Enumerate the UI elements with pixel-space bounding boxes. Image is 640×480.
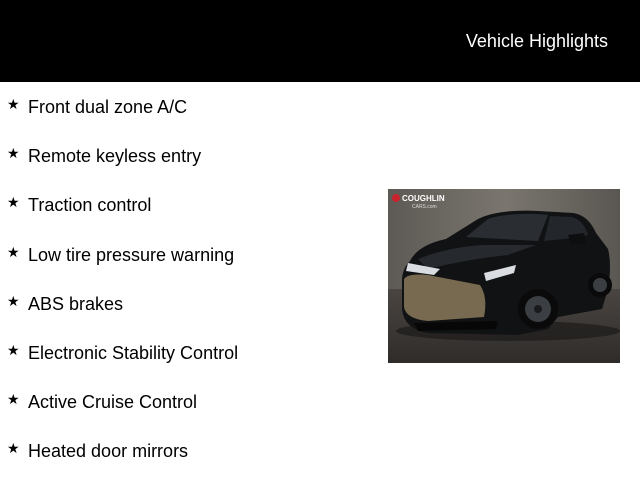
logo-text: COUGHLIN <box>402 194 445 203</box>
feature-label: Traction control <box>28 195 152 216</box>
page-title: Vehicle Highlights <box>465 31 608 51</box>
feature-label: Heated door mirrors <box>28 441 189 462</box>
logo-subtext: CARS.com <box>412 204 437 210</box>
list-item <box>0 230 380 279</box>
list-item <box>0 180 380 229</box>
list-item <box>0 426 380 475</box>
feature-label: Active Cruise Control <box>28 392 198 413</box>
vehicle-illustration <box>388 189 620 363</box>
star-icon: ★ <box>7 341 20 358</box>
star-icon: ★ <box>7 243 20 260</box>
star-icon: ★ <box>7 194 20 211</box>
list-item <box>0 82 380 131</box>
star-icon: ★ <box>7 96 20 112</box>
feature-label: Remote keyless entry <box>28 146 202 167</box>
list-item <box>0 377 380 426</box>
logo-mark-icon <box>392 194 400 202</box>
star-icon: ★ <box>7 292 20 309</box>
star-icon: ★ <box>7 391 20 408</box>
header-bar <box>0 0 640 82</box>
vehicle-photo[interactable] <box>388 189 620 363</box>
list-item <box>0 328 380 377</box>
feature-label: Electronic Stability Control <box>28 342 239 363</box>
feature-label: Front dual zone A/C <box>28 97 188 117</box>
star-icon: ★ <box>7 440 20 457</box>
list-item <box>0 279 380 328</box>
list-item <box>0 131 380 180</box>
feature-label: Low tire pressure warning <box>28 244 235 265</box>
feature-label: ABS brakes <box>28 293 124 314</box>
feature-list <box>0 82 380 476</box>
star-icon: ★ <box>7 145 20 162</box>
